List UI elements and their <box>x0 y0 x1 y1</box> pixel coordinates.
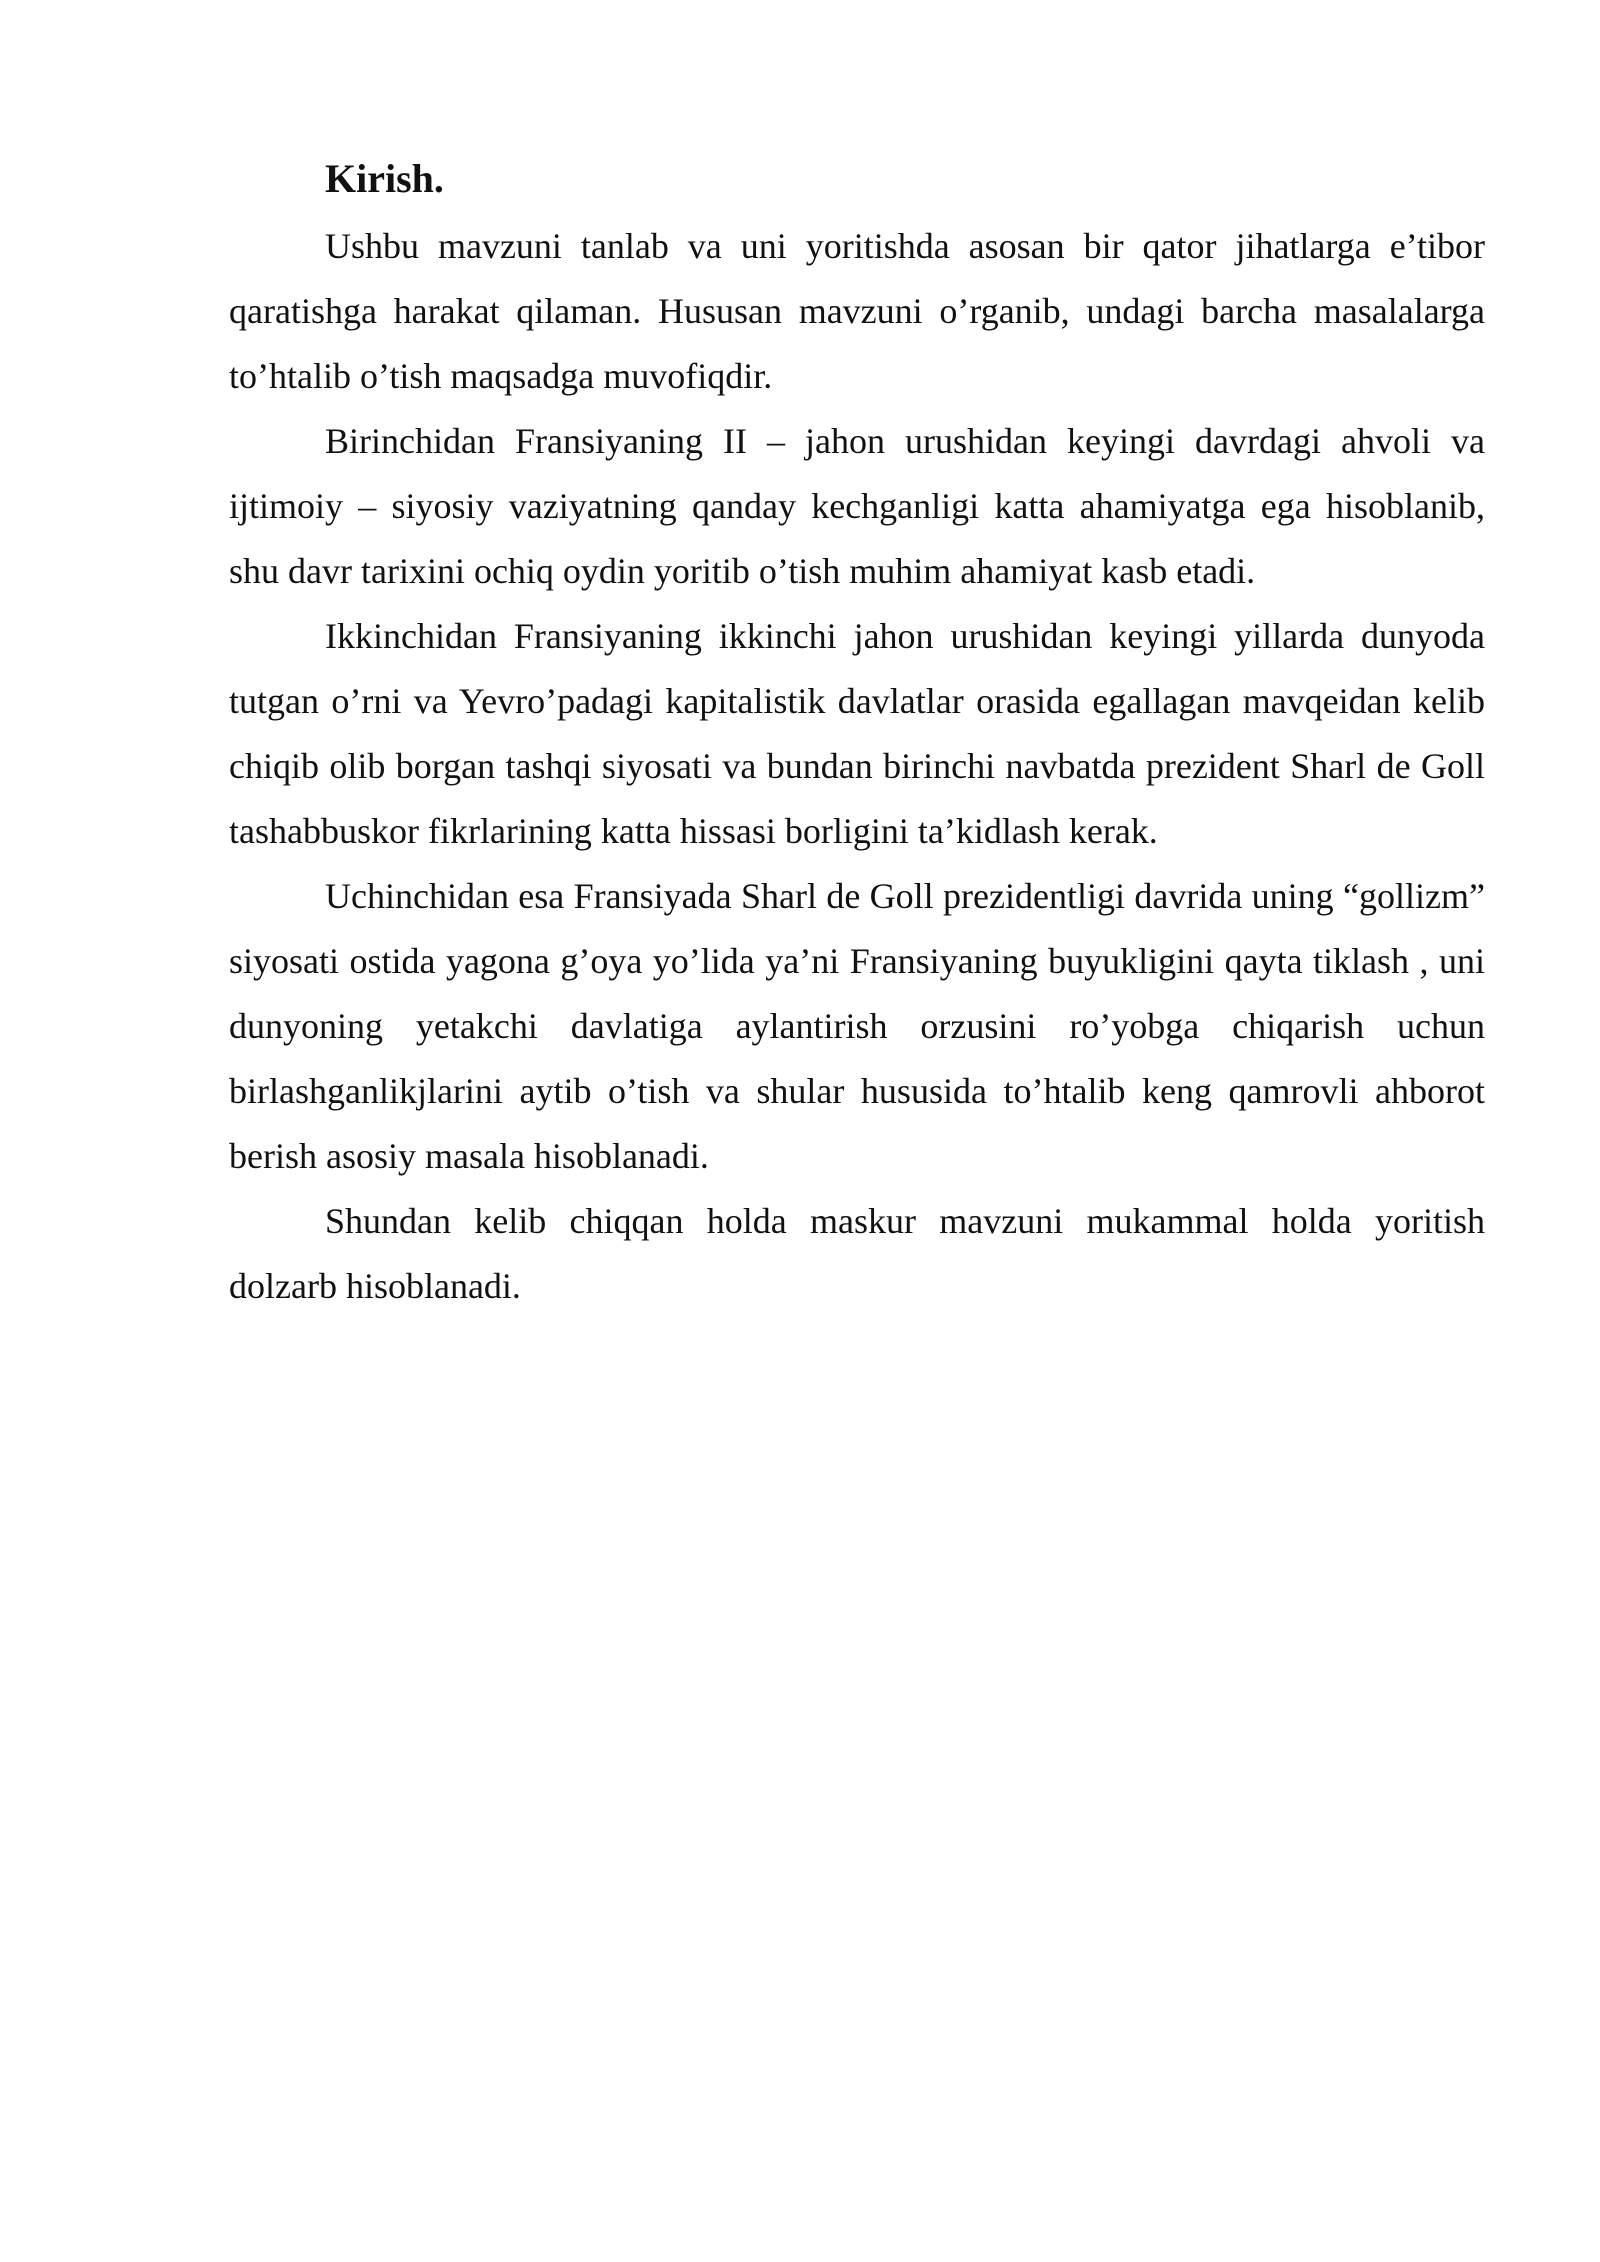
document-body <box>229 152 1485 1319</box>
paragraph-1: Ushbu mavzuni tanlab va uni yoritishda asosan bir qator jihatlarga e’tibor qaratishga harakat qilaman. Hususan mavzuni o’rganib, undagi barcha masalalarga to’htalib o’tish maqsadga muvofiqdir. <box>229 226 1485 396</box>
section-heading: Kirish. <box>325 156 444 201</box>
paragraph-4: Uchinchidan esa Fransiyada Sharl de Goll prezidentligi davrida uning “gollizm” siyosati ostida yagona g’oya yo’lida ya’ni Fransiyaning buyukligini qayta tiklash , uni dunyoning yetakchi davlatiga aylantirish orzusini ro’yobga chiqarish uchun birlashganlikjlarini aytib o’tish va shular hususida to’htalib keng qamrovli ahborot berish asosiy masala hisoblanadi. <box>229 876 1485 1176</box>
paragraph-3: Ikkinchidan Fransiyaning ikkinchi jahon urushidan keyingi yillarda dunyoda tutgan o’rni va Yevro’padagi kapitalistik davlatlar orasida egallagan mavqeidan kelib chiqib olib borgan tashqi siyosati va bundan birinchi navbatda prezident Sharl de Goll tashabbuskor fikrlarining katta hissasi borligini ta’kidlash kerak. <box>229 616 1485 851</box>
paragraph-5: Shundan kelib chiqqan holda maskur mavzuni mukammal holda yoritish dolzarb hisoblanadi. <box>229 1201 1485 1306</box>
paragraph-2: Birinchidan Fransiyaning II – jahon urushidan keyingi davrdagi ahvoli va ijtimoiy – siyosiy vaziyatning qanday kechganligi katta ahamiyatga ega hisoblanib, shu davr tarixini ochiq oydin yoritib o’tish muhim ahamiyat kasb etadi. <box>229 421 1485 591</box>
